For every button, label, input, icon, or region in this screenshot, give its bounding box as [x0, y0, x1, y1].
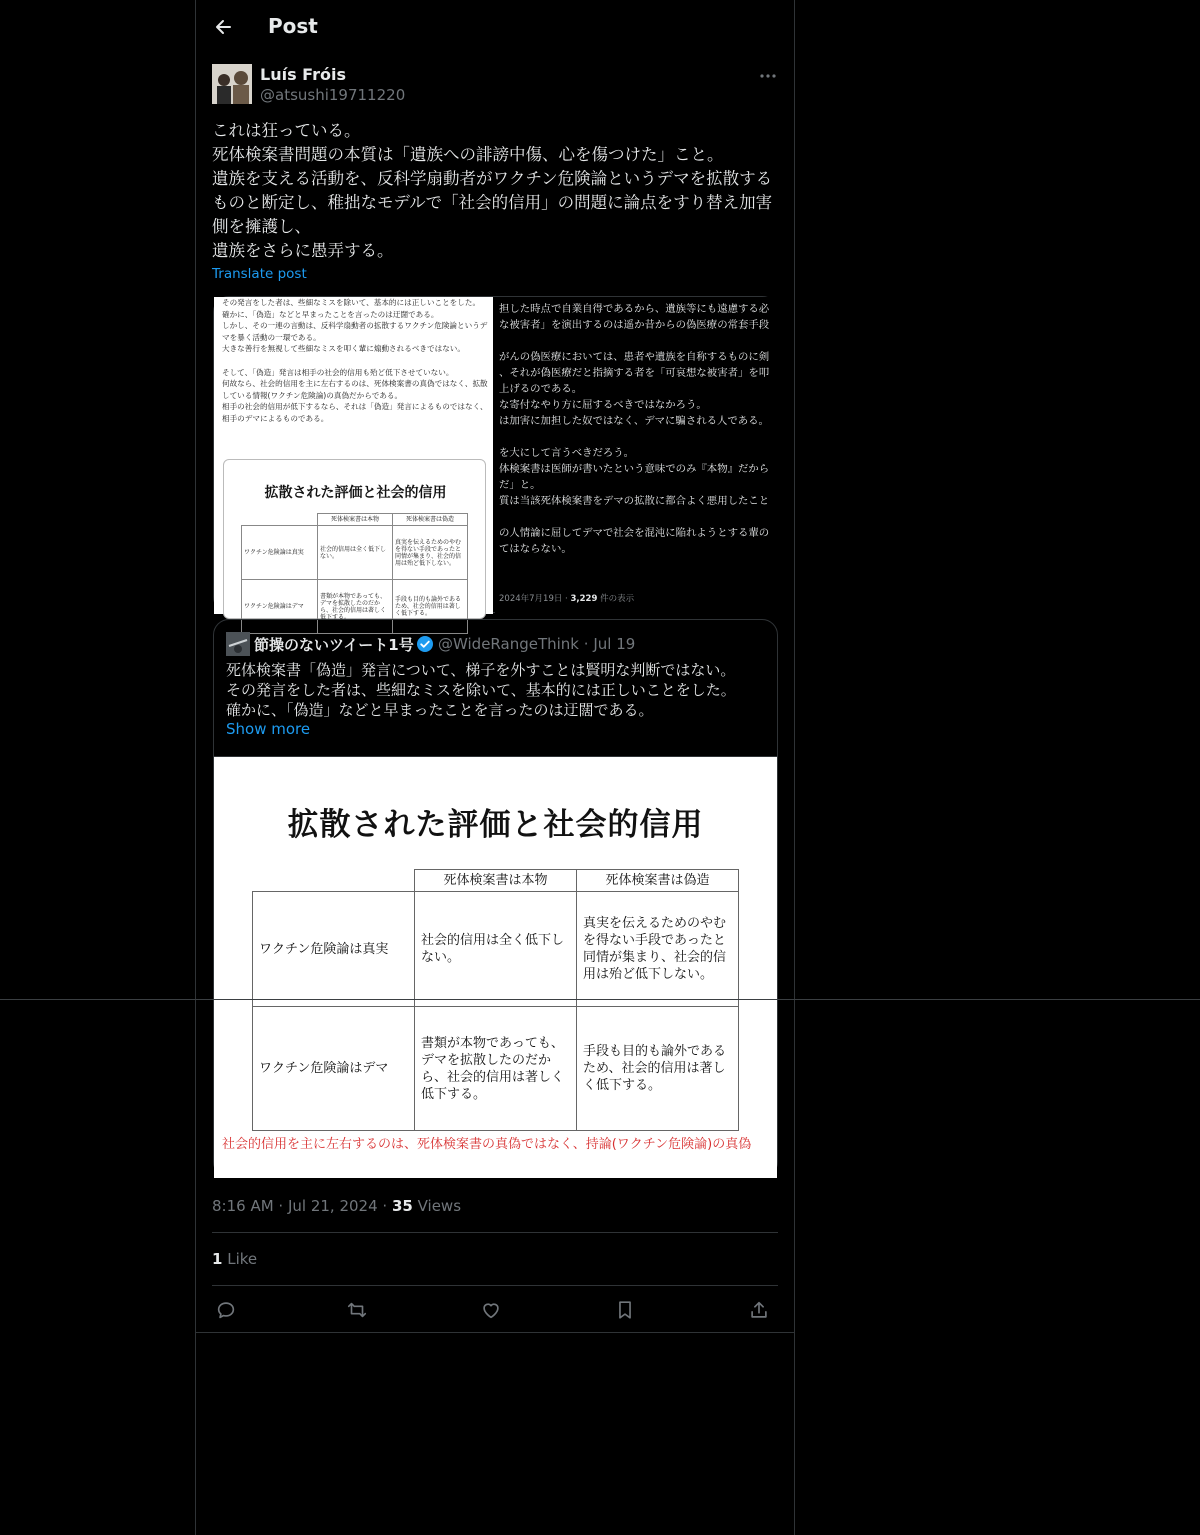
media-image-left[interactable]	[214, 297, 493, 621]
bookmark-icon	[614, 1299, 636, 1321]
divider	[212, 1232, 778, 1233]
action-bar	[212, 1296, 778, 1324]
mini-row-label: ワクチン危険論はデマ	[242, 580, 318, 634]
bookmark-button[interactable]	[611, 1296, 639, 1324]
post-text: これは狂っている。 死体検案書問題の本質は「遺族への誹謗中傷、心を傷つけた」こと。 遺族を支える活動を、反科学扇動者がワクチン危険論というデマを拡散するものと断定し、稚拙なモデルで「社会的信用」の問題に論点をすり替え加害側を擁護し、 遺族をさらに愚弄する。	[212, 121, 773, 260]
avatar[interactable]	[212, 64, 252, 104]
image-text-left: その発言をした者は、些細なミスを除いて、基本的には正しいことをした。 確かに、「偽造」などと早まったことを言ったのは迂闊である。 しかし、その一連の言動は、反科学扇動者の拡散するワクチン危険論というデマを暴く活動の一環である。 大きな善行を無視して些細なミスを叩く輩に煽動されるべきではない。 そして、「偽造」発言は相手の社会的信用も殆ど低下させていない。 何故なら、社会的信用を主に左右するのは、死体検案書の真偽ではなく、拡散している情報(ワクチン危険論)の真偽だからである。 相手の社会的信用が低下するなら、それは「偽造」発言によるものではなく、相手のデマによるものである。	[222, 298, 488, 423]
mini-blank-cell	[242, 514, 318, 526]
image-footer-date: 2024年7月19日	[499, 594, 563, 604]
quote-author-name[interactable]: 節操のないツイート1号	[254, 636, 414, 654]
post-date[interactable]: Jul 21, 2024	[287, 1197, 378, 1215]
row-label: ワクチン危険論はデマ	[253, 1007, 415, 1131]
mini-figure-title: 拡散された評価と社会的信用	[264, 485, 447, 501]
column-header: 死体検案書は本物	[415, 870, 577, 892]
figure-title: 拡散された評価と社会的信用	[287, 807, 704, 843]
divider	[212, 1285, 778, 1286]
like-icon	[480, 1299, 502, 1321]
row-label: ワクチン危険論は真実	[253, 892, 415, 1007]
author-name[interactable]: Luís Fróis	[260, 65, 346, 84]
share-button[interactable]	[745, 1296, 773, 1324]
author-handle[interactable]: @atsushi19711220	[260, 86, 406, 104]
quote-text: 死体検案書「偽造」発言について、梯子を外すことは賢明な判断ではない。 その発言をした者は、些細なミスを除いて、基本的には正しいことをした。 確かに、「偽造」などと早まったことを言ったのは迂闊である。	[226, 661, 736, 719]
post-author	[212, 64, 778, 108]
post-meta: 8:16 AM · Jul 21, 2024 · 35 Views	[212, 1197, 462, 1215]
figure-table	[252, 869, 739, 1131]
mini-cell: 手段も目的も論外であるため、社会的信用は著しく低下する。	[393, 580, 468, 634]
repost-icon	[346, 1299, 368, 1321]
quote-handle[interactable]: @WideRangeThink	[438, 635, 579, 653]
table-cell: 書類が本物であっても、デマを拡散したのだから、社会的信用は著しく低下する。	[415, 1007, 577, 1131]
quote-meta	[438, 635, 635, 653]
blank-cell	[253, 870, 415, 892]
column-header: 死体検案書は偽造	[577, 870, 739, 892]
more-icon	[758, 66, 778, 86]
likes-label: Like	[227, 1250, 258, 1268]
mini-row-label: ワクチン危険論は真実	[242, 526, 318, 580]
verified-badge-icon	[416, 635, 434, 653]
image-footer-suffix: 件の表示	[600, 594, 635, 604]
mini-col-header: 死体検案書は本物	[318, 514, 393, 526]
main-column	[195, 0, 795, 1535]
show-more-link[interactable]: Show more	[226, 720, 311, 738]
share-icon	[748, 1299, 770, 1321]
back-button[interactable]	[208, 11, 240, 43]
post-media[interactable]	[213, 296, 778, 621]
quote-image[interactable]	[214, 756, 777, 1178]
overlay-line	[0, 999, 1200, 1000]
quote-separator: ·	[583, 635, 589, 653]
mini-figure-card	[223, 459, 486, 619]
table-cell: 社会的信用は全く低下しない。	[415, 892, 577, 1007]
quote-date[interactable]: Jul 19	[593, 635, 636, 653]
media-image-right[interactable]	[495, 297, 779, 614]
likes-count: 1	[212, 1250, 223, 1268]
mini-cell: 書類が本物であっても、デマを拡散したのだから、社会的信用は著しく低下する。	[318, 580, 393, 634]
more-button[interactable]	[758, 66, 778, 86]
views-count: 35	[391, 1197, 413, 1215]
mini-col-header: 死体検案書は偽造	[393, 514, 468, 526]
quoted-post[interactable]	[213, 619, 778, 1178]
arrow-left-icon	[208, 11, 240, 43]
image-footer-views: 3,229	[570, 594, 598, 604]
table-cell: 手段も目的も論外であるため、社会的信用は著しく低下する。	[577, 1007, 739, 1131]
like-button[interactable]	[477, 1296, 505, 1324]
mini-cell: 真実を伝えるためのやむを得ない手段であったと同情が集まり、社会的信用は殆ど低下しない。	[393, 526, 468, 580]
post-time[interactable]: 8:16 AM	[212, 1197, 274, 1215]
reply-button[interactable]	[212, 1296, 240, 1324]
translate-post-link[interactable]: Translate post	[212, 266, 307, 282]
page-title: Post	[268, 14, 318, 38]
likes-summary[interactable]	[212, 1250, 257, 1268]
reply-icon	[215, 1299, 237, 1321]
divider	[196, 1332, 794, 1333]
views-label: Views	[417, 1197, 462, 1215]
figure-caption: 社会的信用を主に左右するのは、死体検案書の真偽ではなく、持論(ワクチン危険論)の真偽	[222, 1137, 752, 1152]
image-footer: 2024年7月19日 · 3,229 件の表示	[499, 594, 635, 604]
repost-button[interactable]	[343, 1296, 371, 1324]
table-cell: 真実を伝えるためのやむを得ない手段であったと同情が集まり、社会的信用は殆ど低下しない。	[577, 892, 739, 1007]
quote-avatar[interactable]	[226, 632, 250, 656]
top-header	[196, 0, 794, 54]
image-text-right: 担した時点で自業自得であるから、遺族等にも遠慮する必 な被害者」を演出するのは遥か昔からの偽医療の常套手段 がんの偽医療においては、患者や遺族を自称するものに剣 、それが偽医療だと指摘する者を「可哀想な被害者」を叩 上げるのである。 な寄付なやり方に屈するべきではなかろう。 は加害に加担した奴ではなく、デマに騙される人である。 を大にして言うべきだろう。 体検案書は医師が書いたという意味でのみ『本物』だから だ」と。 質は当該死体検案書をデマの拡散に都合よく悪用したこと の人情論に屈してデマで社会を混沌に陥れようとする輩の てはならない。	[499, 303, 770, 555]
mini-cell: 社会的信用は全く低下しない。	[318, 526, 393, 580]
mini-figure-table	[241, 513, 468, 634]
